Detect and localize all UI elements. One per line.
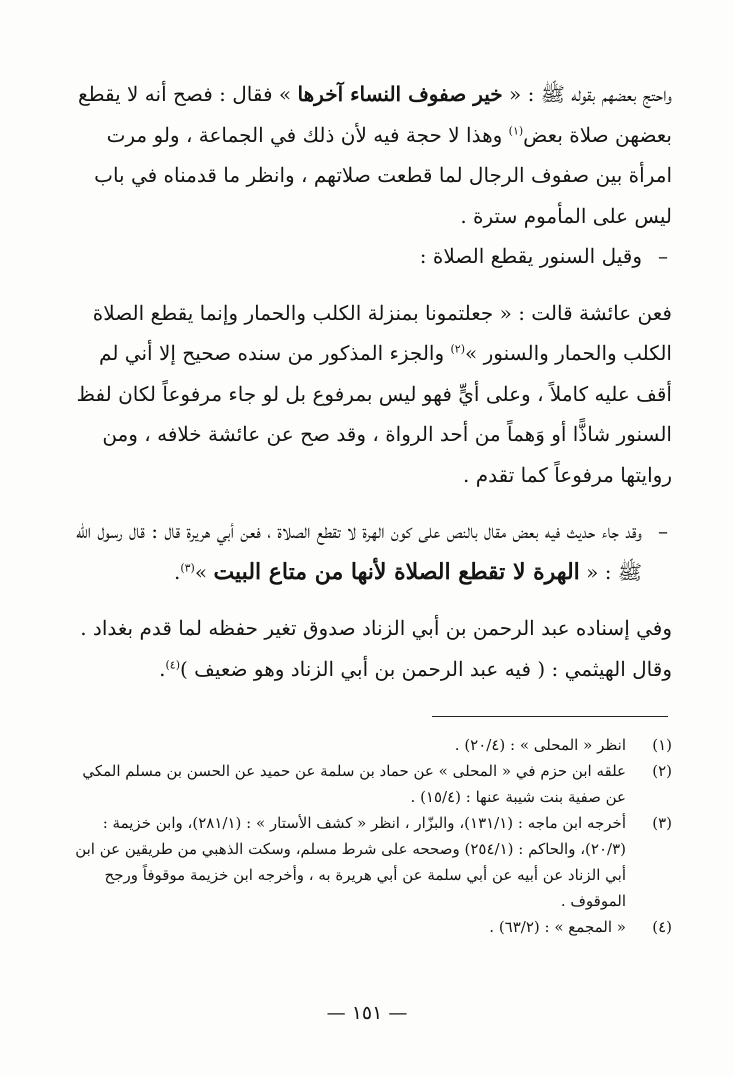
text-segment: وهذا لا حجة فيه لأن ذلك في الجماعة ، ولو مرت امرأة بين صفوف الرجال لما قطعت صلاتهم ، وانظر ما قدمناه في باب ليس على المأموم سترة . (94, 122, 672, 228)
footnote-2 (64, 758, 672, 810)
text-segment: . (173, 559, 181, 584)
footnote-1 (64, 732, 672, 758)
footnote-3 (64, 810, 672, 914)
text-segment: وقيل السنور يقطع الصلاة : (419, 244, 642, 268)
footnote-ref: (٣) (180, 560, 195, 574)
hadith-quote: الهرة لا تقطع الصلاة لأنها من متاع البيت (213, 558, 580, 585)
footnote-text: انظر « المحلى » : (٢٠/٤) . (454, 736, 626, 754)
text-segment: وقد جاء حديث فيه بعض مقال بالنص على كون الهرة لا تقطع الصلاة ، فعن أبي هريرة قال : قال رسول الله ﷺ : « (76, 519, 642, 584)
footnote-4 (64, 914, 672, 940)
footnote-text: أخرجه ابن ماجه : (١٣١/١)، والبزّار ، انظر « كشف الأستار » : (٢٨١/١)، وابن خزيمة : (٢٠/٣)، والحاكم : (٢٥٤/١) وصححه على شرط مسلم، وسكت الذهبي من طريقين عن ابن أبي الزناد عن أبيه عن أبي سلمة عن أبي هريرة به ، وأخرجه ابن خزيمة موقوفاً ورجح الموقوف . (75, 814, 626, 910)
footnote-number: (٢) (652, 762, 672, 780)
text-segment: والجزء المذكور من سنده صحيح إلا أني لم أقف عليه كاملاً ، وعلى أيٍّ فهو ليس بمرفوع بل لو جاء مرفوعاً لكان لفظ السنور شاذًّا أو وَهماً من أحد الرواة ، وقد صح عن عائشة خلافه ، ومن روايتها مرفوعاً كما تقدم . (76, 341, 672, 487)
text-segment: فعن عائشة قالت : « جعلتمونا بمنزلة الكلب والحمار وإنما يقطع الصلاة الكلب والحمار والسنور » (92, 300, 672, 365)
paragraph-4 (70, 511, 672, 592)
footnote-number: (١) (652, 736, 672, 754)
text-segment: واحتج بعضهم بقوله ﷺ : « (502, 82, 672, 106)
text-segment: وفي إسناده عبد الرحمن بن أبي الزناد صدوق تغير حفظه لما قدم بغداد . وقال الهيثمي : ( فيه عبد الرحمن بن أبي الزناد وهو ضعيف ) (80, 616, 672, 681)
footnote-ref: (٢) (450, 342, 466, 356)
footnote-number: (٤) (652, 918, 672, 936)
page-number: — ١٥١ — (326, 1002, 408, 1024)
text-segment: . (159, 656, 166, 681)
footnote-ref: (٤) (165, 657, 180, 671)
footnote-number: (٣) (652, 814, 672, 832)
main-text (70, 74, 672, 689)
paragraph-3 (70, 293, 672, 496)
hadith-quote: خير صفوف النساء آخرها (297, 82, 503, 106)
footnotes (64, 732, 672, 940)
text-segment: » فقال : فصح أنه لا يقطع بعضهن صلاة بعض (77, 82, 672, 147)
footnote-ref: (١) (508, 123, 524, 137)
footnote-text: « المجمع » : (٦٣/٢) . (489, 918, 626, 936)
paragraph-5 (70, 608, 672, 689)
paragraph-2 (70, 236, 672, 277)
bullet-dash: – (658, 519, 668, 543)
footnote-text: علقه ابن حزم في « المحلى » عن حماد بن سلمة عن حميد عن الحسن بن مسلم المكي عن صفية بنت شيبة عنها : (١٥/٤) . (82, 762, 626, 806)
text-segment: » (194, 559, 214, 584)
bullet-dash: – (658, 244, 668, 268)
paragraph-1 (70, 74, 672, 236)
footnote-separator (432, 716, 668, 717)
